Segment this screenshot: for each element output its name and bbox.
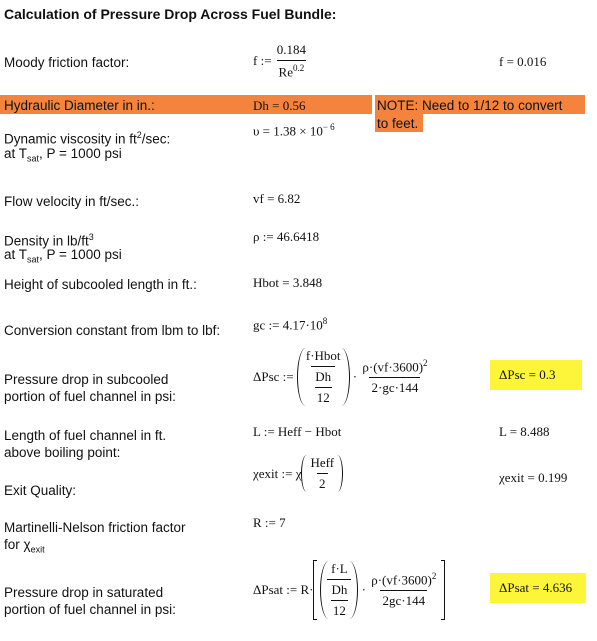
moody-fraction [275, 42, 308, 80]
density-label-line2: at $T_{sat}$, P = 1000 psi [4, 247, 122, 265]
viscosity-label-line2: at $T_{sat}$, P = 1000 psi [4, 146, 122, 164]
dp-sat-bracket: $\frac{f\cdot L}{\frac{Dh}{12}}$ · $\frac{\rho\cdot(vf\cdot 3600)^2}{2gc\cdot 144}$ [313, 560, 445, 620]
length-value[interactable]: L := Heff − Hbot [253, 424, 342, 439]
conversion-label: Conversion constant from lbm to lbf: [4, 323, 221, 338]
density-label-line1: Density in $lb/ft^3$ [4, 232, 94, 249]
moody-numerator: 0.184 [276, 42, 307, 57]
dp-sc-result: ΔPsc = 0.3 [499, 367, 556, 382]
subcooled-height-value[interactable]: Hbot = 3.848 [253, 275, 323, 290]
dp-sc-rho-fraction: $\frac{\rho\cdot(vf\cdot 3600)^2}{2\cdot gc\cdot 144}$ [362, 357, 428, 396]
dp-sat-label-line2: portion of fuel channel in psi: [4, 602, 176, 617]
density-value[interactable]: ρ := 46.6418 [253, 229, 320, 244]
moody-result: f = 0.016 [499, 54, 547, 69]
note-line-2: to feet. [377, 116, 419, 131]
length-label-line1: Length of fuel channel in ft. [4, 428, 167, 443]
length-result: L = 8.488 [499, 424, 550, 439]
hydraulic-value[interactable]: Dh = 0.56 [253, 98, 306, 113]
dp-sc-f-num: f·Hbot [305, 348, 341, 363]
martinelli-label-line2: for $\chi_{exit}$ [4, 537, 45, 555]
subcooled-height-label: Height of subcooled length in ft.: [4, 277, 197, 292]
moody-equation[interactable] [253, 42, 308, 80]
length-label-line2: above boiling point: [4, 445, 121, 460]
dp-sc-label-line1: Pressure drop in subcooled [4, 372, 169, 387]
note-line-1: NOTE: Need to 1/12 to convert [377, 98, 563, 113]
viscosity-label-line1: Dynamic viscosity in $ft^2/\sec$: [4, 130, 171, 147]
martinelli-label-line1: Martinelli-Nelson friction factor [4, 520, 186, 535]
quality-label: Exit Quality: [4, 483, 77, 498]
velocity-label: Flow velocity in ft/sec.: [4, 194, 140, 209]
dp-sc-paren [297, 348, 350, 406]
dp-sc-dh-fraction: $\frac{Dh}{12}$ [311, 366, 335, 406]
page-title: Calculation of Pressure Drop Across Fuel Bundle: [4, 6, 337, 22]
conversion-value[interactable]: gc := $4.17\cdot 10^8$ [253, 316, 328, 333]
dp-sat-equation[interactable] [253, 560, 445, 620]
viscosity-value[interactable]: $\upsilon = 1.38 \times 10^{- 6}$ [253, 122, 335, 139]
dp-sc-equation[interactable]: ΔPsc := $\frac{\text{f·Hbot}}{\frac{Dh}{12}}$ · $\frac{\rho\cdot(vf\cdot 3600)^2}{2\cdot gc\cdot 144}$ [253, 348, 428, 405]
moody-denominator: $Re^{0.2}$ [277, 60, 307, 80]
dp-sat-result: ΔPsat = 4.636 [499, 580, 573, 595]
moody-label: Moody friction factor: [4, 55, 130, 70]
hydraulic-label: Hydraulic Diameter in in.: [4, 98, 155, 113]
quality-paren: $\frac{\text{Heff}}{2}$ [301, 455, 343, 492]
dp-sat-lhs: ΔPsat := R· [253, 582, 314, 597]
dp-sc-lhs: ΔPsc := [253, 369, 294, 384]
quality-equation[interactable] [253, 455, 343, 492]
dp-sc-label-line2: portion of fuel channel in psi: [4, 389, 176, 404]
quality-lhs: χexit := χ [253, 465, 302, 481]
moody-lhs: f := [253, 53, 272, 69]
quality-result: χexit = 0.199 [499, 470, 568, 485]
martinelli-value[interactable]: R := 7 [253, 515, 286, 530]
velocity-value[interactable]: vf = 6.82 [253, 191, 301, 206]
dp-sat-label-line1: Pressure drop in saturated [4, 585, 164, 600]
